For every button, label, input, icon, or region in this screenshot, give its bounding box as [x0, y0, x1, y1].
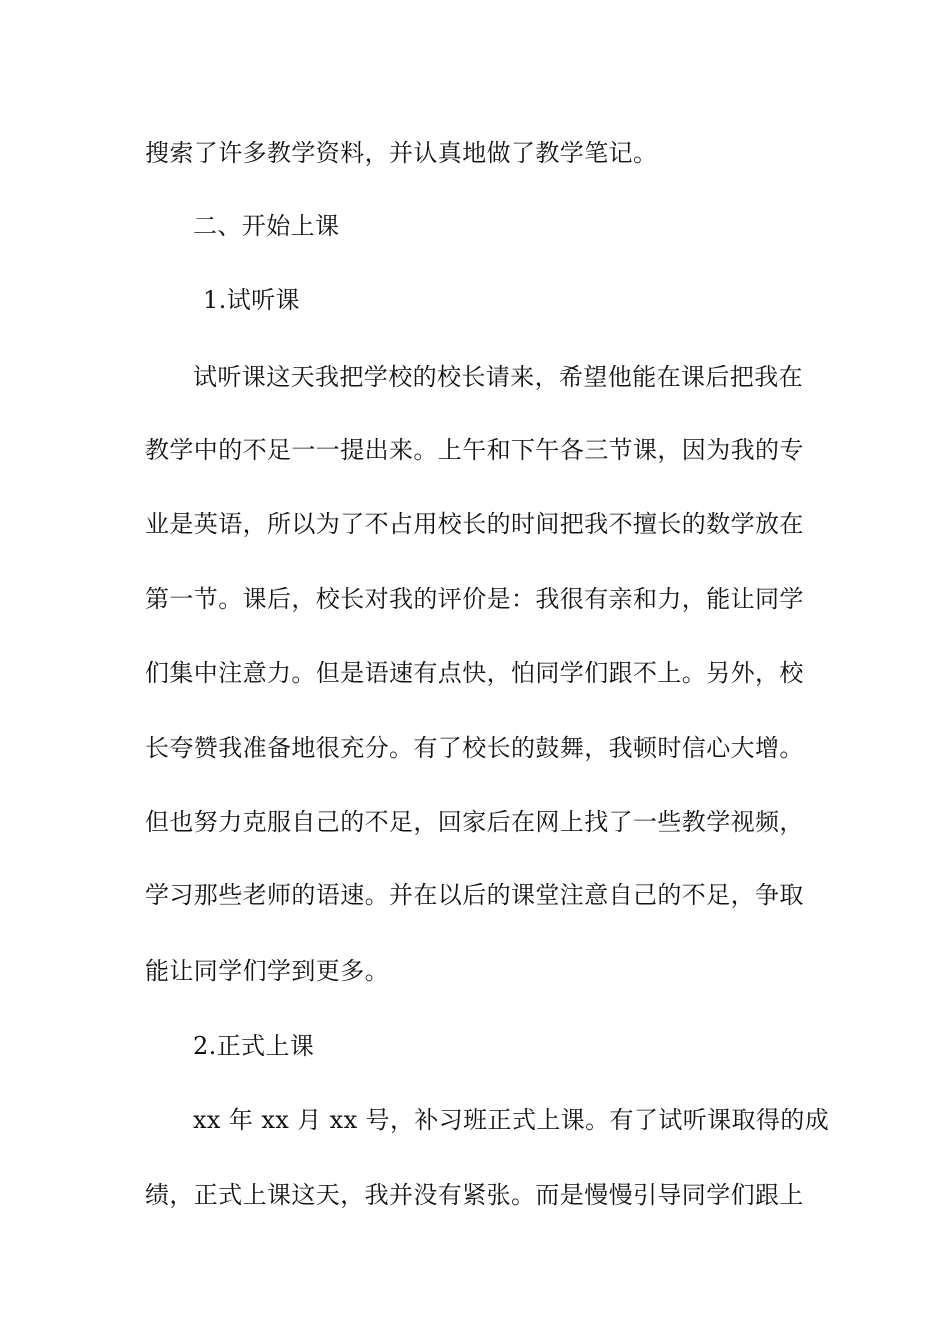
- paragraph-line-7: 但也努力克服自己的不足，回家后在网上找了一些教学视频，: [145, 808, 804, 836]
- paragraph-line-1: 试听课这天我把学校的校长请来，希望他能在课后把我在: [193, 363, 803, 391]
- section-heading-2: 二、开始上课: [193, 212, 340, 240]
- paragraph-line-2: 教学中的不足一一提出来。上午和下午各三节课，因为我的专: [145, 436, 804, 464]
- paragraph-line-4: 第一节。课后，校长对我的评价是：我很有亲和力，能让同学: [145, 585, 804, 613]
- paragraph-line-5: 们集中注意力。但是语速有点快，怕同学们跟不上。另外，校: [145, 659, 804, 687]
- text-line-1: 搜索了许多教学资料，并认真地做了教学笔记。: [145, 139, 658, 167]
- paragraph2-line-2: 绩，正式上课这天，我并没有紧张。而是慢慢引导同学们跟上: [145, 1181, 804, 1209]
- paragraph-line-6: 长夸赞我准备地很充分。有了校长的鼓舞，我顿时信心大增。: [145, 734, 804, 762]
- paragraph-line-3: 业是英语，所以为了不占用校长的时间把我不擅长的数学放在: [145, 510, 804, 538]
- paragraph2-line-1: xx 年 xx 月 xx 号，补习班正式上课。有了试听课取得的成: [193, 1106, 830, 1134]
- subheading-trial-class: 1.试听课: [203, 286, 300, 314]
- paragraph-line-9: 能让同学们学到更多。: [145, 957, 389, 985]
- paragraph-line-8: 学习那些老师的语速。并在以后的课堂注意自己的不足，争取: [145, 881, 804, 909]
- subheading-formal-class: 2.正式上课: [193, 1032, 315, 1060]
